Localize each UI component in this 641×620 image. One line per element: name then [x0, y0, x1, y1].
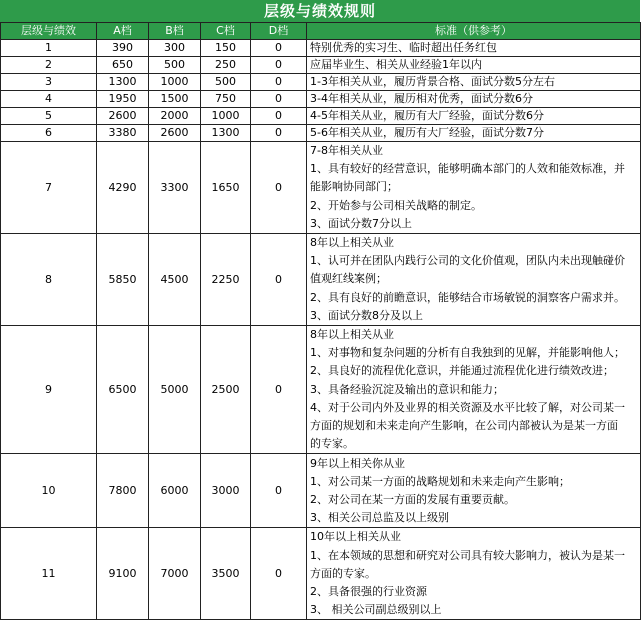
- cell-standard: [307, 454, 641, 528]
- standard-line: 能影响协同部门；: [310, 180, 398, 194]
- cell-c: 2500: [201, 326, 251, 454]
- cell-level: 4: [1, 91, 97, 108]
- standard-line: 应届毕业生、相关从业经验1年以内: [310, 58, 482, 71]
- cell-a: 3380: [97, 125, 149, 142]
- header-d: D档: [251, 23, 307, 40]
- cell-d: 0: [251, 326, 307, 454]
- cell-standard: [307, 108, 641, 125]
- cell-d: 0: [251, 142, 307, 234]
- standard-line: 3、具备经验沉淀及输出的意识和能力；: [310, 382, 504, 396]
- header-row: [1, 23, 641, 40]
- standard-line: 3、相关公司总监及以上级别: [310, 511, 449, 525]
- table-row: [1, 91, 641, 108]
- standard-line: 特别优秀的实习生、临时超出任务红包: [310, 41, 497, 54]
- cell-b: 1000: [149, 74, 201, 91]
- cell-standard: [307, 326, 641, 454]
- cell-d: 0: [251, 91, 307, 108]
- standard-line: 8年以上相关从业: [310, 328, 394, 342]
- cell-a: 6500: [97, 326, 149, 454]
- cell-level: 3: [1, 74, 97, 91]
- table-row: [1, 125, 641, 142]
- cell-standard: [307, 234, 641, 326]
- cell-level: 2: [1, 57, 97, 74]
- cell-standard: [307, 74, 641, 91]
- standard-line: 2、对公司在某一方面的发展有重要贡献。: [310, 492, 515, 506]
- standard-line: 3、面试分数8分及以上: [310, 308, 423, 322]
- cell-b: 1500: [149, 91, 201, 108]
- cell-standard: [307, 40, 641, 57]
- cell-level: 1: [1, 40, 97, 57]
- cell-a: 9100: [97, 528, 149, 620]
- cell-c: 1000: [201, 108, 251, 125]
- cell-level: 6: [1, 125, 97, 142]
- cell-standard: [307, 142, 641, 234]
- cell-b: 2600: [149, 125, 201, 142]
- cell-b: 6000: [149, 454, 201, 528]
- standard-line: 9年以上相关你从业: [310, 456, 405, 470]
- performance-table: [0, 22, 641, 620]
- table-row: [1, 108, 641, 125]
- standard-line: 1、认可并在团队内践行公司的文化价值观，团队内未出现触碰价: [310, 254, 625, 268]
- cell-c: 500: [201, 74, 251, 91]
- cell-a: 2600: [97, 108, 149, 125]
- cell-c: 250: [201, 57, 251, 74]
- table-row: [1, 57, 641, 74]
- cell-d: 0: [251, 528, 307, 620]
- cell-level: 5: [1, 108, 97, 125]
- standard-line: 2、开始参与公司相关战略的制定。: [310, 198, 482, 212]
- cell-level: 9: [1, 326, 97, 454]
- cell-c: 3500: [201, 528, 251, 620]
- cell-level: 10: [1, 454, 97, 528]
- cell-b: 3300: [149, 142, 201, 234]
- standard-line: 3、面试分数7分以上: [310, 216, 412, 230]
- standard-line: 3-4年相关从业，履历相对优秀，面试分数6分: [310, 92, 533, 105]
- cell-a: 7800: [97, 454, 149, 528]
- cell-c: 3000: [201, 454, 251, 528]
- cell-b: 4500: [149, 234, 201, 326]
- cell-c: 750: [201, 91, 251, 108]
- header-c: C档: [201, 23, 251, 40]
- standard-line: 1、对公司某一方面的战略规划和未来走向产生影响；: [310, 474, 570, 488]
- standard-line: 的专家。: [310, 437, 354, 451]
- standard-line: 1、在本领域的思想和研究对公司具有较大影响力，被认为是某一: [310, 548, 625, 562]
- cell-b: 2000: [149, 108, 201, 125]
- cell-d: 0: [251, 125, 307, 142]
- cell-d: 0: [251, 234, 307, 326]
- standard-line: 3、 相关公司副总级别以上: [310, 603, 442, 617]
- cell-c: 1650: [201, 142, 251, 234]
- cell-a: 1300: [97, 74, 149, 91]
- standard-line: 4、对于公司内外及业界的相关资源及水平比较了解，对公司某一: [310, 400, 625, 414]
- table-row: [1, 326, 641, 454]
- header-level: 层级与绩效: [1, 23, 97, 40]
- table-row: [1, 142, 641, 234]
- cell-d: 0: [251, 40, 307, 57]
- cell-b: 5000: [149, 326, 201, 454]
- table-row: [1, 528, 641, 620]
- standard-line: 5-6年相关从业，履历有大厂经验，面试分数7分: [310, 126, 544, 139]
- standard-line: 方面的专家。: [310, 566, 376, 580]
- cell-a: 390: [97, 40, 149, 57]
- cell-b: 7000: [149, 528, 201, 620]
- cell-c: 150: [201, 40, 251, 57]
- standard-line: 7-8年相关从业: [310, 144, 383, 157]
- standard-line: 1、具有较好的经营意识，能够明确本部门的人效和能效标准，并: [310, 162, 625, 176]
- table-body: [1, 40, 641, 620]
- table-row: [1, 74, 641, 91]
- standard-line: 方面的规划和未来走向产生影响，在公司内部被认为是某一方面: [310, 419, 618, 433]
- cell-standard: [307, 57, 641, 74]
- header-standard: 标准（供参考）: [307, 23, 641, 40]
- cell-level: 8: [1, 234, 97, 326]
- cell-standard: [307, 125, 641, 142]
- cell-a: 4290: [97, 142, 149, 234]
- cell-c: 1300: [201, 125, 251, 142]
- header-a: A档: [97, 23, 149, 40]
- cell-b: 300: [149, 40, 201, 57]
- cell-level: 7: [1, 142, 97, 234]
- cell-d: 0: [251, 108, 307, 125]
- cell-a: 5850: [97, 234, 149, 326]
- standard-line: 4-5年相关从业，履历有大厂经验，面试分数6分: [310, 109, 544, 122]
- table-row: [1, 40, 641, 57]
- cell-a: 1950: [97, 91, 149, 108]
- sheet-title: 层级与绩效规则: [0, 0, 640, 22]
- cell-standard: [307, 91, 641, 108]
- header-b: B档: [149, 23, 201, 40]
- standard-line: 值观红线案例；: [310, 272, 387, 286]
- table-row: [1, 454, 641, 528]
- table-row: [1, 234, 641, 326]
- cell-d: 0: [251, 74, 307, 91]
- standard-line: 2、具有良好的前瞻意识，能够结合市场敏锐的洞察客户需求并。: [310, 290, 625, 304]
- cell-d: 0: [251, 57, 307, 74]
- standard-line: 8年以上相关从业: [310, 236, 394, 250]
- cell-c: 2250: [201, 234, 251, 326]
- cell-b: 500: [149, 57, 201, 74]
- cell-level: 11: [1, 528, 97, 620]
- cell-a: 650: [97, 57, 149, 74]
- standard-line: 10年以上相关从业: [310, 530, 401, 544]
- standard-line: 2、具良好的流程优化意识，并能通过流程优化进行绩效改进；: [310, 364, 614, 378]
- standard-line: 1-3年相关从业，履历背景合格、面试分数5分左右: [310, 75, 555, 88]
- cell-standard: [307, 528, 641, 620]
- cell-d: 0: [251, 454, 307, 528]
- standard-line: 2、具备很强的行业资源: [310, 585, 427, 599]
- standard-line: 1、对事物和复杂问题的分析有自我独到的见解，并能影响他人；: [310, 346, 625, 360]
